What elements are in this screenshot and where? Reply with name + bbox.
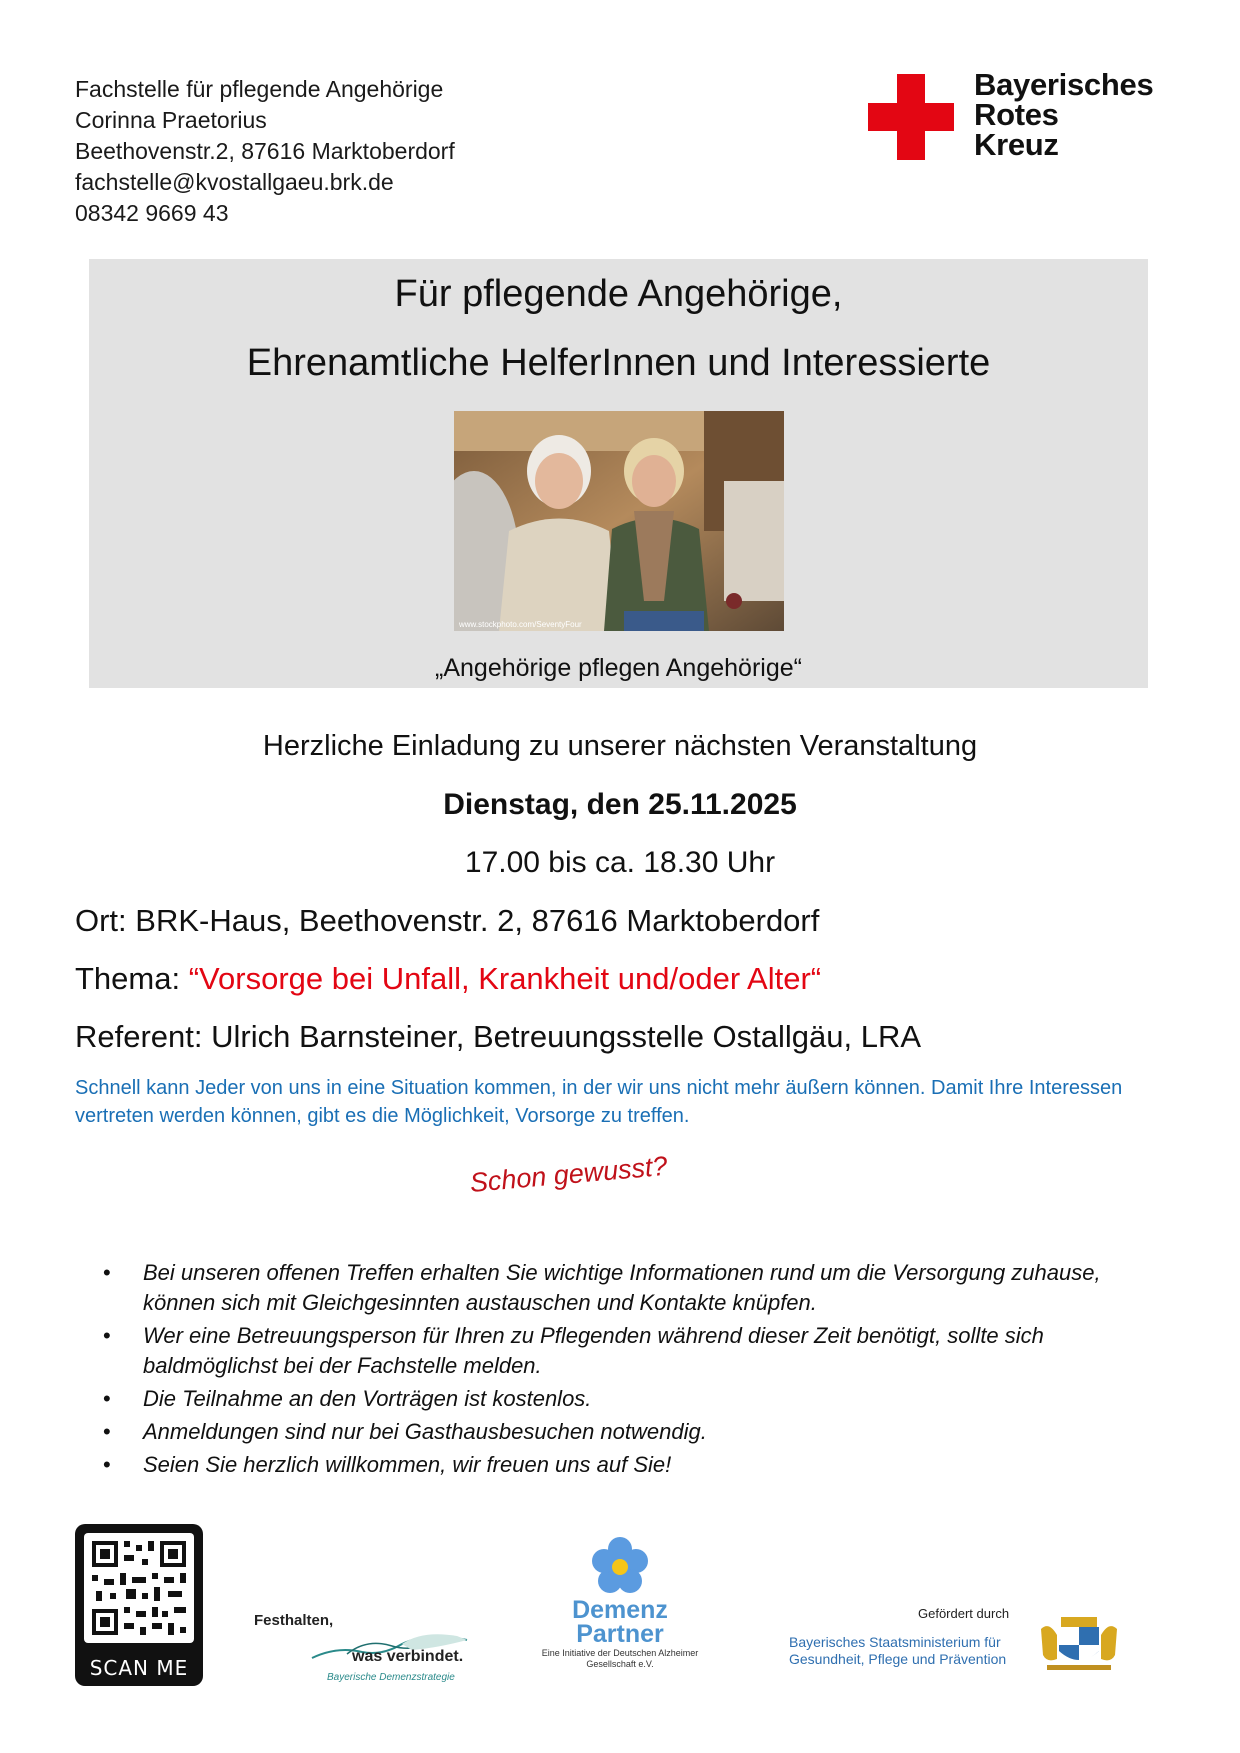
- contact-address: Beethovenstr.2, 87616 Marktoberdorf: [75, 138, 455, 164]
- forget-me-not-icon: [590, 1536, 650, 1596]
- photo-illustration: [454, 411, 784, 631]
- contact-person: Corinna Praetorius: [75, 107, 267, 133]
- header-banner: [89, 259, 1148, 688]
- event-time: 17.00 bis ca. 18.30 Uhr: [464, 846, 776, 879]
- headline-line-2: Ehrenamtliche HelferInnen und Interessierte: [246, 342, 991, 384]
- topic-title: “Vorsorge bei Unfall, Krankheit und/oder Alter“: [188, 961, 822, 996]
- contact-email[interactable]: fachstelle@kvostallgaeu.brk.de: [75, 169, 394, 195]
- ministry-name: Bayerisches Staatsministerium für Gesundheit, Pflege und Prävention: [789, 1634, 1007, 1667]
- list-item: • Bei unseren offenen Treffen erhalten Sie wichtige Informationen rund um die Versorgung zuhause, können sich mit Gleichgesinnten austauschen und Kontakte knüpfen.: [103, 1258, 1153, 1318]
- qr-code[interactable]: [75, 1524, 203, 1686]
- info-bullet-list: [103, 1258, 1153, 1483]
- demenzstrategie-logo: Festhalten, was verbindet. Bayerische Demenzstrategie: [252, 1604, 482, 1684]
- event-location: Ort: BRK-Haus, Beethovenstr. 2, 87616 Marktoberdorf: [75, 903, 820, 938]
- list-item: • Die Teilnahme an den Vorträgen ist kostenlos.: [103, 1384, 1153, 1414]
- photo-credit: www.stockphoto.com/SeventyFour: [459, 620, 582, 629]
- qr-label: SCAN ME: [89, 1656, 189, 1680]
- demenz-partner-logo: Demenz Partner Eine Initiative der Deutschen Alzheimer Gesellschaft e.V.: [540, 1536, 700, 1676]
- funded-by-label: Gefördert durch: [918, 1606, 1010, 1621]
- qr-pattern: [84, 1533, 194, 1643]
- seniors-photo: [454, 411, 784, 631]
- event-speaker: Referent: Ulrich Barnsteiner, Betreuungsstelle Ostallgäu, LRA: [75, 1019, 922, 1054]
- contact-office: Fachstelle für pflegende Angehörige: [75, 76, 444, 102]
- invitation-text: Herzliche Einladung zu unserer nächsten Veranstaltung: [262, 730, 978, 762]
- event-topic: [75, 961, 821, 997]
- brk-logo: [868, 67, 1168, 170]
- contact-block: [75, 74, 455, 229]
- list-item: • Anmeldungen sind nur bei Gasthausbesuchen notwendig.: [103, 1417, 1153, 1447]
- bavarian-coat-of-arms-icon: [1039, 1615, 1119, 1671]
- intro-paragraph: Schnell kann Jeder von uns in eine Situation kommen, in der wir uns nicht mehr äußern können. Damit Ihre Interessen vertreten werden können, gibt es die Möglichkeit, Vorsorge zu treffen.: [75, 1077, 1123, 1127]
- contact-phone[interactable]: 08342 9669 43: [75, 200, 229, 226]
- list-item: • Wer eine Betreuungsperson für Ihren zu Pflegenden während dieser Zeit benötigt, sollte sich baldmöglichst bei der Fachstelle melden.: [103, 1321, 1153, 1381]
- red-cross-icon: [868, 74, 954, 160]
- schon-gewusst-heading: Schon gewusst?: [468, 1150, 669, 1198]
- list-item: • Seien Sie herzlich willkommen, wir freuen uns auf Sie!: [103, 1450, 1153, 1480]
- photo-caption: „Angehörige pflegen Angehörige“: [435, 654, 802, 682]
- headline-line-1: Für pflegende Angehörige,: [394, 273, 843, 315]
- topic-label: Thema:: [75, 961, 189, 996]
- event-date: Dienstag, den 25.11.2025: [443, 788, 797, 821]
- qr-icon: [84, 1533, 194, 1643]
- brk-wordmark: Bayerisches Rotes Kreuz: [974, 67, 1154, 162]
